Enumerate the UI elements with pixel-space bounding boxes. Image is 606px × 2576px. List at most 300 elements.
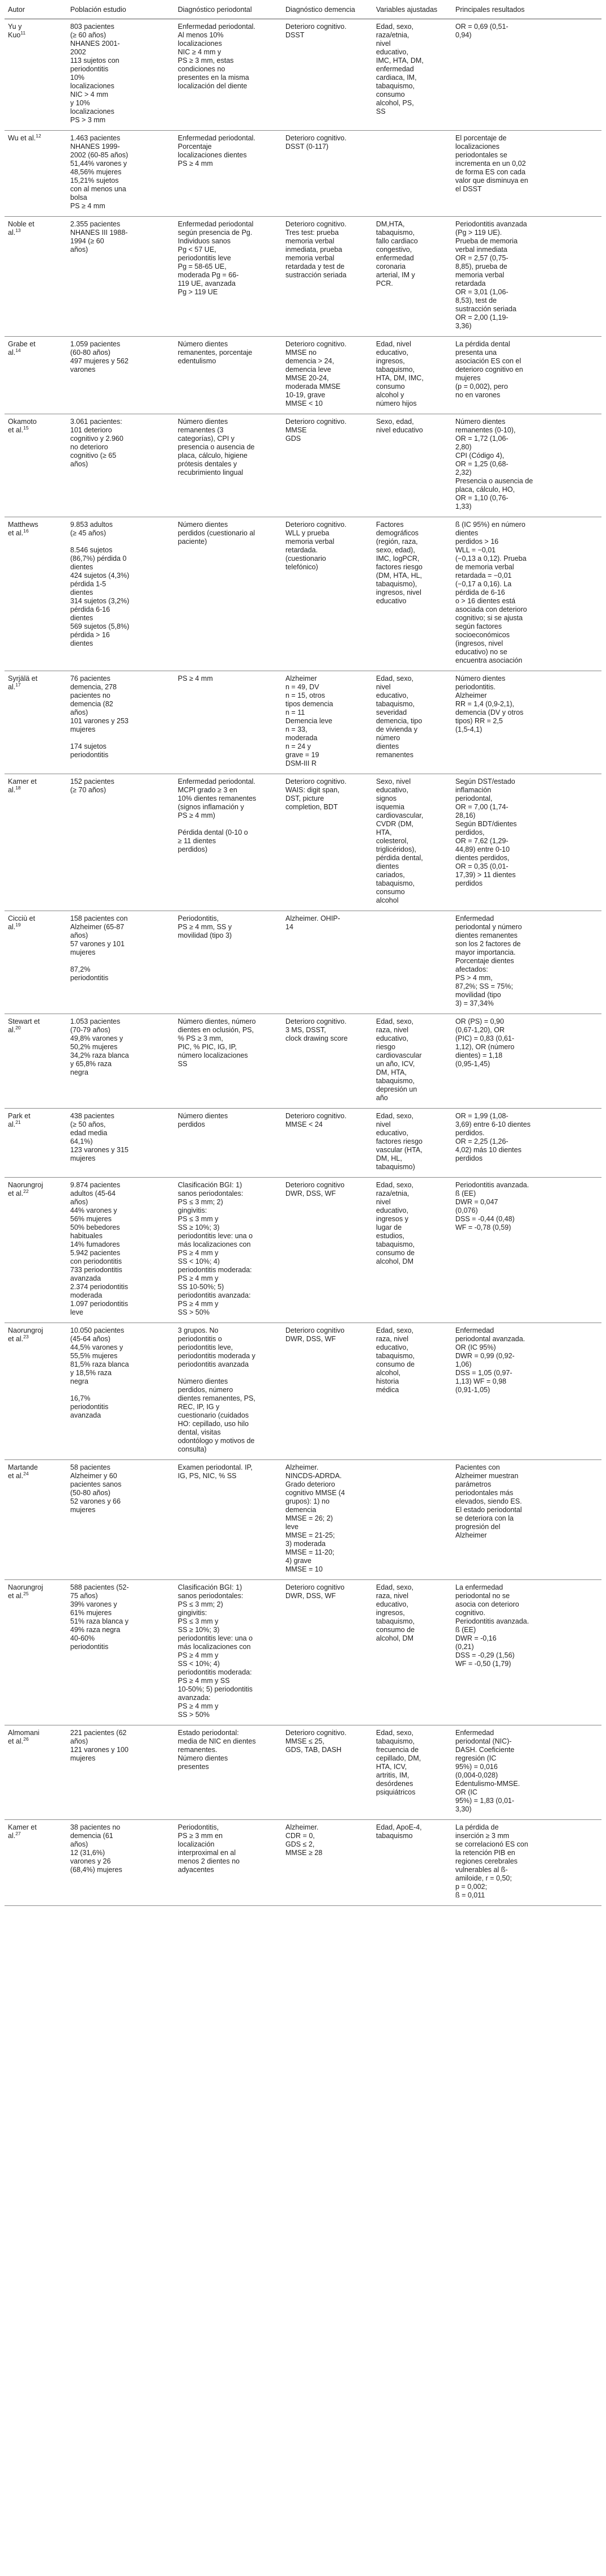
cell-author — [5, 1460, 67, 1580]
author-line: al.$^{21}$ — [8, 1120, 63, 1129]
cell-line: Deterioro cognitivo. — [285, 1112, 347, 1120]
cell-line: 87,2%; SS = 75%; — [455, 982, 513, 990]
cell-line: Pacientes con — [455, 1463, 500, 1471]
cell-dementia-diagnosis — [282, 517, 373, 671]
cell-line: inmediata, prueba — [285, 246, 343, 254]
cell-line: (68,4%) mujeres — [70, 1866, 122, 1874]
cell-line: dientes remanentes, PS, — [178, 1394, 255, 1402]
cell-line: tabaquismo, — [376, 1617, 415, 1625]
cell-line: cardiovascular — [376, 1051, 422, 1059]
cell-line: triglicéridos), — [376, 845, 416, 853]
cell-line: (0,004-0,028) — [455, 1771, 498, 1779]
cell-author — [5, 1820, 67, 1906]
cell-line: 2.374 periodontitis — [70, 1283, 129, 1291]
cell-line: edad media — [70, 1129, 108, 1137]
cell-line: Deterioro cognitivo. — [285, 1729, 347, 1737]
cell-line: HTA, — [376, 828, 392, 836]
cell-line: consumo de — [376, 1626, 415, 1634]
cell-line: Porcentaje dientes — [455, 957, 514, 965]
cell-line: Enfermedad periodontal. — [178, 23, 255, 31]
cell-line: periodontitis — [70, 65, 109, 73]
cell-dementia-diagnosis — [282, 1178, 373, 1323]
cell-line: Según DST/estado — [455, 778, 515, 785]
header-population: Población estudio — [67, 2, 174, 19]
author-line: Naorungroj — [8, 1181, 43, 1189]
cell-line: número localizaciones — [178, 1051, 248, 1059]
cell-periodontal-diagnosis — [174, 1580, 282, 1725]
cell-adjusted-variables — [373, 774, 452, 911]
cell-line: alcohol, PS, — [376, 99, 414, 107]
cell-line: presentes en la misma — [178, 74, 249, 81]
cell-line: demencia > 24, — [285, 357, 334, 365]
cell-main-results — [452, 414, 601, 517]
author-line: et al.$^{25}$ — [8, 1592, 63, 1600]
cell-author — [5, 911, 67, 1014]
cell-line: 1.059 pacientes — [70, 340, 121, 348]
cell-line: nivel — [376, 1198, 391, 1206]
cell-line: años) — [70, 1737, 88, 1745]
cell-line: perdidos — [455, 1154, 483, 1162]
cell-line: MMSE < 10 — [285, 400, 323, 407]
cell-dementia-diagnosis — [282, 1109, 373, 1178]
cell-line: 12 (31,6%) — [70, 1849, 105, 1857]
cell-dementia-diagnosis — [282, 337, 373, 414]
cell-line: tabaquismo, — [376, 879, 415, 887]
cell-line: o > 16 dientes está — [455, 597, 515, 605]
cell-author — [5, 1323, 67, 1460]
cell-periodontal-diagnosis — [174, 1014, 282, 1109]
cell-line: asocia con deterioro — [455, 1600, 519, 1608]
cell-line: años) — [70, 1840, 88, 1848]
cell-line: perdidos > 16 — [455, 538, 499, 546]
cell-line: 3,30) — [455, 1805, 472, 1813]
cell-line: dientes — [376, 742, 399, 750]
cell-line: RR = 1,4 (0,9-2,1), — [455, 700, 514, 708]
cell-line: Según BDT/dientes — [455, 820, 517, 828]
cell-line: inflamación — [455, 786, 492, 794]
cell-line: n = 33, — [285, 725, 308, 733]
cell-main-results — [452, 671, 601, 774]
cell-line: IMC, HTA, DM, — [376, 57, 424, 65]
cell-adjusted-variables — [373, 1460, 452, 1580]
cell-line: PS ≥ 4 mm y SS — [178, 1677, 230, 1685]
cell-line: Deterioro cognitivo. — [285, 340, 347, 348]
author-line: Park et — [8, 1112, 31, 1120]
cell-line: 8,85), prueba de — [455, 263, 507, 271]
cell-line: ingresos, — [376, 1609, 405, 1617]
cell-line: (50-80 años) — [70, 1489, 110, 1497]
cell-line: deterioro cognitivo en — [455, 366, 523, 373]
table-row — [5, 1725, 601, 1820]
cell-line: 121 varones y 100 — [70, 1746, 129, 1754]
cell-main-results — [452, 1178, 601, 1323]
cell-line: 3,36) — [455, 322, 472, 330]
cell-line: OR (PS) = 0,90 — [455, 1017, 504, 1025]
cell-line: periodontitis leve, — [178, 1343, 233, 1351]
reference-number: 13 — [15, 229, 21, 233]
cell-line: 58 pacientes — [70, 1463, 110, 1471]
cell-line: 44,89) entre 0-10 — [455, 845, 510, 853]
cell-population — [67, 1323, 174, 1460]
cell-line: tabaquismo), — [376, 580, 417, 588]
cell-line: periodontales se — [455, 151, 507, 159]
cell-line: ingresos, nivel — [376, 589, 421, 596]
cell-line: Número dientes — [455, 418, 506, 426]
cell-line: coronaria — [376, 263, 406, 271]
author-line: Syrjälä et — [8, 675, 38, 682]
cell-line: Deterioro cognitivo — [285, 1583, 345, 1591]
cell-line: dientes) = 1,18 — [455, 1051, 503, 1059]
cell-line: Deterioro cognitivo. — [285, 220, 347, 228]
cell-line: cognitivo y 2.960 — [70, 435, 123, 443]
cell-author — [5, 337, 67, 414]
cell-line: sanos periodontales: — [178, 1190, 244, 1197]
cell-line: tipos demencia — [285, 700, 334, 708]
cell-line: no en varones — [455, 391, 501, 399]
cell-line: periodontitis leve: una o — [178, 1634, 253, 1642]
cell-line: PS ≥ 4 mm y — [178, 1249, 219, 1257]
cell-line: PS ≥ 4 mm — [70, 202, 105, 210]
cell-line: OR = 7,62 (1,29- — [455, 837, 509, 845]
cell-line: mujeres — [70, 948, 96, 956]
cell-line: factores riesgo — [376, 563, 423, 571]
cell-line: cognitivo; si se ajusta — [455, 614, 523, 622]
cell-line: asociación ES con el — [455, 357, 522, 365]
cell-line: CDR = 0, — [285, 1832, 315, 1840]
cell-line: (0,95-1,45) — [455, 1060, 490, 1068]
cell-line: MMSE < 24 — [285, 1120, 323, 1128]
cell-line: Pg < 57 UE, — [178, 246, 216, 254]
cell-line: MMSE ≥ 28 — [285, 1849, 323, 1857]
cell-dementia-diagnosis — [282, 1820, 373, 1906]
cell-line: 49,8% varones y — [70, 1034, 123, 1042]
reference-number: 15 — [23, 426, 29, 431]
cell-line: periodontitis — [70, 974, 109, 982]
cell-line: consumo — [376, 383, 405, 390]
cell-line: 57 varones y 101 — [70, 940, 125, 948]
cell-author — [5, 517, 67, 671]
cell-line: 1.053 pacientes — [70, 1017, 121, 1025]
table-row — [5, 671, 601, 774]
cell-main-results — [452, 517, 601, 671]
cell-line: nivel — [376, 1120, 391, 1128]
cell-line: 34,2% raza blanca — [70, 1051, 129, 1059]
author-line: Yu y — [8, 23, 22, 31]
cell-line: tabaquismo, — [376, 1737, 415, 1745]
cell-line: presenta una — [455, 349, 497, 357]
cell-line: IG, PS, NIC, % SS — [178, 1472, 237, 1480]
cell-line: PS ≥ 4 mm y — [178, 1300, 219, 1308]
cell-line: 1,12), OR (número — [455, 1043, 515, 1051]
cell-dementia-diagnosis — [282, 414, 373, 517]
cell-line: DSM-III R — [285, 759, 317, 767]
cell-line: perdidos — [455, 879, 483, 887]
cell-line: Enfermedad — [455, 1729, 494, 1737]
cell-dementia-diagnosis — [282, 131, 373, 217]
cell-line: verbal inmediata — [455, 246, 507, 254]
cell-author — [5, 671, 67, 774]
cell-line: CPI (Código 4), — [455, 452, 505, 460]
cell-line: periodontitis avanzada: — [178, 1291, 251, 1299]
cell-line: varones y 26 — [70, 1857, 111, 1865]
cell-line: bolsa — [70, 194, 87, 201]
cell-line: Número dientes — [178, 1112, 228, 1120]
cell-line: SS 10-50%; 5) — [178, 1283, 224, 1291]
cell-line: periodontal avanzada. — [455, 1335, 526, 1343]
cell-line: avanzada — [70, 1411, 101, 1419]
cell-line: recubrimiento lingual — [178, 469, 244, 476]
cell-line: memoria verbal — [455, 271, 505, 279]
cell-line: placa, cálculo, higiene — [178, 452, 247, 460]
cell-line: 101 varones y 253 — [70, 717, 129, 725]
cell-line: de memoria verbal — [455, 563, 514, 571]
cell-line: periodontitis — [70, 1643, 109, 1651]
cell-line: telefónico) — [285, 563, 318, 571]
cell-line: Edad, sexo, — [376, 1181, 414, 1189]
cell-line: OR = 3,01 (1,06- — [455, 288, 509, 296]
cell-line: MMSE = 21-25; — [285, 1531, 335, 1539]
cell-line: n = 24 y — [285, 742, 311, 750]
cell-line: arterial, IM y — [376, 271, 415, 279]
cell-line: 8.546 sujetos — [70, 546, 113, 554]
cell-line: Sexo, nivel — [376, 778, 411, 785]
cell-line: DSST (0-117) — [285, 143, 328, 151]
header-row — [5, 2, 601, 19]
cell-line: vascular (HTA, — [376, 1146, 423, 1154]
cell-line: 1994 (≥ 60 — [70, 237, 104, 245]
cell-line: demencia (DV y otros — [455, 709, 524, 716]
cell-line: 119 UE, avanzada — [178, 280, 236, 287]
cell-adjusted-variables — [373, 337, 452, 414]
cell-main-results — [452, 1109, 601, 1178]
cell-line: periodontitis — [70, 1403, 109, 1411]
cell-line: negra — [70, 1068, 88, 1076]
cell-line: con al menos una — [70, 185, 126, 193]
studies-table — [5, 2, 601, 1906]
cell-line: vulnerables al ß- — [455, 1866, 508, 1874]
cell-line: Clasificación BGI: 1) — [178, 1181, 242, 1189]
cell-line: localizaciones — [70, 82, 114, 90]
cell-line: consulta) — [178, 1445, 207, 1453]
cell-line: 56% mujeres — [70, 1215, 112, 1223]
cell-line: pacientes no — [70, 692, 110, 699]
cell-adjusted-variables — [373, 517, 452, 671]
cell-line: MMSE 20-24, — [285, 374, 329, 382]
author-line: al.$^{13}$ — [8, 229, 63, 237]
cell-line: consumo de — [376, 1360, 415, 1368]
cell-periodontal-diagnosis — [174, 911, 282, 1014]
cell-line: colesterol, — [376, 837, 408, 845]
cell-line: enfermedad — [376, 254, 414, 262]
cell-line: localización — [178, 1840, 215, 1848]
cell-line: (cuestionario — [285, 555, 326, 563]
cell-line: 28,16) — [455, 812, 476, 819]
cell-line: número hijos — [376, 400, 417, 407]
cell-population — [67, 414, 174, 517]
cell-line: (≥ 60 años) — [70, 31, 106, 39]
cell-line: 81,5% raza blanca — [70, 1360, 129, 1368]
cell-line: Número dientes — [178, 1377, 228, 1385]
cell-line: (p = 0,002), pero — [455, 383, 508, 390]
cell-line: OR = 1,10 (0,76- — [455, 494, 509, 502]
cell-population — [67, 1109, 174, 1178]
cell-line: un año, ICV, — [376, 1060, 415, 1068]
cell-line: 61% mujeres — [70, 1609, 112, 1617]
cell-line: periodontitis leve — [178, 254, 231, 262]
cell-line: 2002 — [70, 48, 86, 56]
cell-periodontal-diagnosis — [174, 1109, 282, 1178]
cell-line: remanentes (3 — [178, 426, 224, 434]
cell-population — [67, 517, 174, 671]
cell-main-results — [452, 1460, 601, 1580]
cell-line: Periodontitis avanzada. — [455, 1181, 529, 1189]
cell-periodontal-diagnosis — [174, 1178, 282, 1323]
cell-main-results — [452, 911, 601, 1014]
cell-line: Alzheimer (65-87 — [70, 923, 125, 931]
cell-line: raza/etnia, — [376, 31, 409, 39]
reference-number: 21 — [15, 1120, 21, 1125]
cell-adjusted-variables — [373, 1109, 452, 1178]
cell-line: (región, raza, — [376, 538, 418, 546]
cell-line: 64,1%) — [70, 1137, 93, 1145]
cell-line: Alzheimer y 60 — [70, 1472, 117, 1480]
cell-line: % PS ≥ 3 mm, — [178, 1034, 223, 1042]
cell-line: educativo) no se — [455, 648, 507, 656]
cell-periodontal-diagnosis — [174, 774, 282, 911]
reference-number: 24 — [23, 1472, 29, 1476]
cell-dementia-diagnosis — [282, 1725, 373, 1820]
cell-line: nivel educativo — [376, 426, 423, 434]
cell-line: MMSE ≤ 25, — [285, 1737, 325, 1745]
table-row — [5, 217, 601, 337]
cell-line: media de NIC en dientes — [178, 1737, 256, 1745]
cell-line: raza/etnia, — [376, 1190, 409, 1197]
table-row — [5, 1820, 601, 1906]
cell-line: Número dientes — [178, 521, 228, 529]
cell-line: 497 mujeres y 562 — [70, 357, 129, 365]
author-line: et al.$^{15}$ — [8, 426, 63, 435]
cell-line: educativo, — [376, 786, 408, 794]
header-adjusted-variables: Variables ajustadas — [373, 2, 452, 19]
cell-line: NHANES III 1988- — [70, 229, 128, 237]
cell-line: remanentes, porcentaje — [178, 349, 253, 357]
cell-line: 101 deterioro — [70, 426, 112, 434]
cell-line: demencia (61 — [70, 1832, 113, 1840]
cell-line: DWR = 0,047 — [455, 1198, 498, 1206]
cell-line: 39% varones y — [70, 1600, 117, 1608]
cell-line: PS ≥ 4 mm — [178, 160, 213, 168]
cell-line: médica — [376, 1386, 399, 1394]
cell-line: cepillado, DM, — [376, 1754, 421, 1762]
cell-line: parámetros — [455, 1480, 492, 1488]
cell-line: tabaquismo, — [376, 1077, 415, 1085]
cell-line: MMSE = 10 — [285, 1565, 323, 1573]
cell-line: varones — [70, 366, 96, 373]
cell-line: GDS — [285, 435, 301, 443]
cell-line: 3,69) entre 6-10 dientes — [455, 1120, 531, 1128]
cell-line: (≥ 45 años) — [70, 529, 106, 537]
cell-line: psiquiátricos — [376, 1788, 416, 1796]
cell-line: desórdenes — [376, 1780, 413, 1788]
cell-line: OR = 2,57 (0,75- — [455, 254, 509, 262]
cell-line: Alzheimer. — [285, 1463, 319, 1471]
cell-population — [67, 131, 174, 217]
cell-line: Deterioro cognitivo — [285, 1181, 345, 1189]
cell-line: de forma ES con cada — [455, 168, 526, 176]
cell-line: Deterioro cognitivo. — [285, 418, 347, 426]
reference-number: 11 — [20, 31, 26, 36]
author-line: Almomani — [8, 1729, 40, 1737]
cell-line: Deterioro cognitivo. — [285, 134, 347, 142]
cell-line: 2.355 pacientes — [70, 220, 121, 228]
line-gap — [70, 1386, 171, 1394]
cell-line: Número dientes — [178, 340, 228, 348]
reference-number: 27 — [15, 1832, 21, 1836]
cell-line: Periodontitis avanzada. — [455, 1617, 529, 1625]
cell-line: PIC, % PIC, IG, IP, — [178, 1043, 237, 1051]
cell-line: congestivo, — [376, 246, 412, 254]
cell-line: Enfermedad — [455, 1326, 494, 1334]
cell-line: 15,21% sujetos — [70, 177, 119, 184]
cell-line: amiloide, r = 0,50; — [455, 1874, 512, 1882]
cell-line: 48,56% mujeres — [70, 168, 122, 176]
cell-line: sustracción seriada — [455, 305, 517, 313]
cell-line: HO: cepillado, uso hilo — [178, 1420, 249, 1428]
cell-line: educativo, — [376, 1129, 408, 1137]
cell-line: Edad, sexo, — [376, 1326, 414, 1334]
cell-line: SS ≥ 10%; 3) — [178, 1626, 220, 1634]
cell-line: Número dientes — [178, 1754, 228, 1762]
cell-line: avanzada: — [178, 1694, 211, 1702]
cell-line: periodontitis o — [178, 1335, 222, 1343]
cell-line: memoria verbal — [285, 538, 335, 546]
cell-line: leve — [70, 1308, 83, 1316]
cell-line: (0,91-1,05) — [455, 1386, 490, 1394]
author-line: al.$^{17}$ — [8, 683, 63, 692]
cell-line: DSS = 1,05 (0,97- — [455, 1369, 513, 1377]
table-row — [5, 337, 601, 414]
cell-line: 75 años) — [70, 1592, 98, 1600]
cell-line: DWR, DSS, WF — [285, 1190, 336, 1197]
cell-line: PCR. — [376, 280, 393, 287]
cell-line: ß (EE) — [455, 1190, 476, 1197]
cell-line: OR (IC 95%) — [455, 1343, 496, 1351]
cell-line: (0,67-1,20), OR — [455, 1026, 505, 1034]
cell-line: Demencia leve — [285, 717, 332, 725]
cell-line: grupos): 1) no — [285, 1497, 330, 1505]
table-row — [5, 911, 601, 1014]
cell-line: lugar de — [376, 1223, 402, 1231]
cell-line: 44,5% varones y — [70, 1343, 123, 1351]
cell-line: 1,13) WF = 0,98 — [455, 1377, 506, 1385]
cell-line: Enfermedad periodontal — [178, 220, 254, 228]
cell-line: Deterioro cognitivo — [285, 1326, 345, 1334]
cell-line: (≥ 50 años, — [70, 1120, 106, 1128]
header-author: Autor — [5, 2, 67, 19]
cell-author — [5, 774, 67, 911]
cell-line: educativo, — [376, 1207, 408, 1214]
cell-line: más localizaciones con — [178, 1643, 251, 1651]
cell-line: periodontitis — [70, 751, 109, 759]
cell-line: periodontal no se — [455, 1592, 510, 1600]
author-line: Wu et al.$^{12}$ — [8, 134, 63, 143]
cell-line: 10% dientes remanentes — [178, 795, 257, 802]
cell-line: periodontitis leve: una o — [178, 1232, 253, 1240]
cell-line: Edad, sexo, — [376, 23, 414, 31]
cell-line: ß = 0,011 — [455, 1891, 485, 1899]
cell-line: edentulismo — [178, 357, 216, 365]
cell-dementia-diagnosis — [282, 774, 373, 911]
